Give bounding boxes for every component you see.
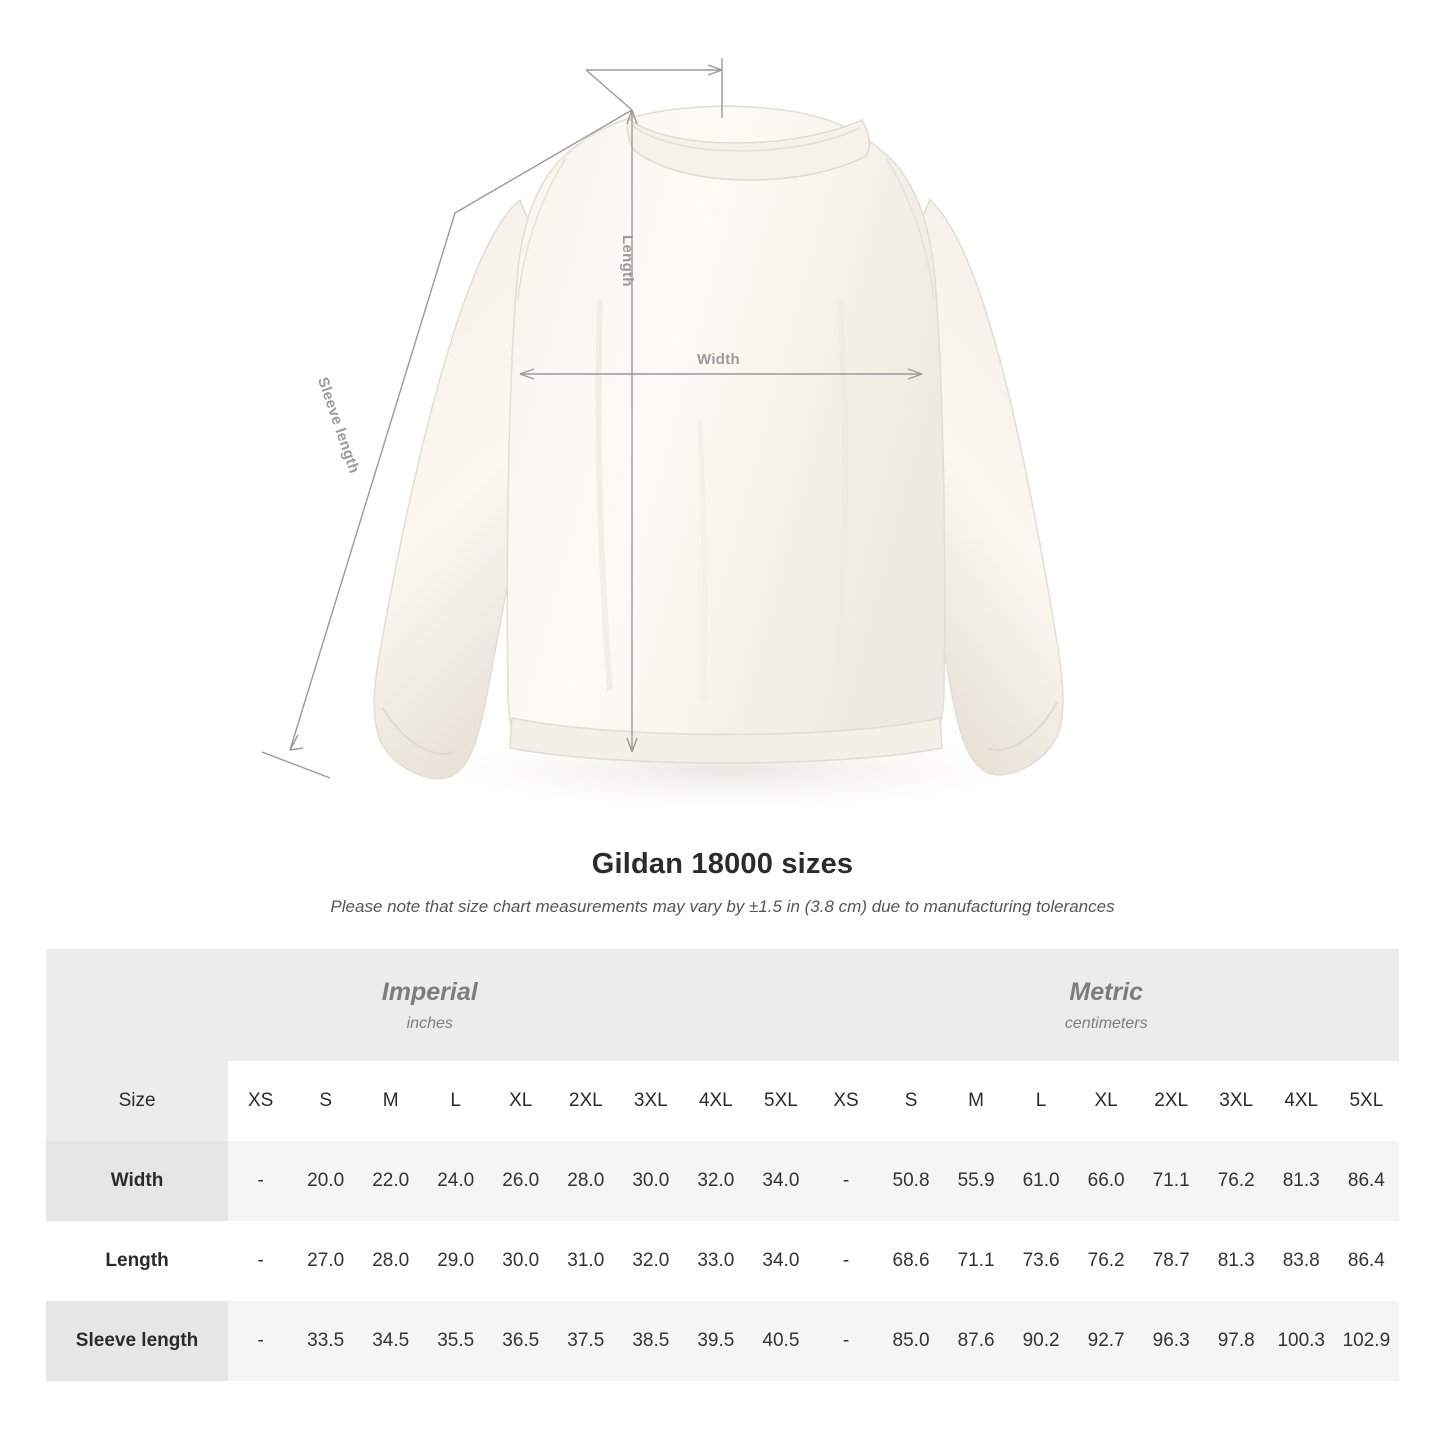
cell-sleeve-metric-m: 87.6: [944, 1301, 1009, 1381]
cell-sleeve-metric-4xl: 100.3: [1269, 1301, 1334, 1381]
cell-length-metric-5xl: 86.4: [1334, 1221, 1399, 1301]
cell-width-metric-m: 55.9: [944, 1141, 1009, 1221]
cell-length-metric-s: 68.6: [879, 1221, 944, 1301]
unit-metric-name: Metric: [1069, 977, 1144, 1006]
cell-sleeve-metric-3xl: 97.8: [1204, 1301, 1269, 1381]
header-metric-2xl: 2XL: [1139, 1061, 1204, 1141]
cell-length-imperial-s: 27.0: [293, 1221, 358, 1301]
cell-sleeve-imperial-5xl: 40.5: [748, 1301, 813, 1381]
cell-length-metric-3xl: 81.3: [1204, 1221, 1269, 1301]
cell-sleeve-imperial-3xl: 38.5: [618, 1301, 683, 1381]
header-size-label: Size: [46, 1061, 228, 1141]
title-block: [0, 848, 1445, 917]
unit-imperial-sub: inches: [406, 1014, 453, 1032]
header-metric-5xl: 5XL: [1334, 1061, 1399, 1141]
cell-length-metric-xl: 76.2: [1074, 1221, 1139, 1301]
unit-imperial-name: Imperial: [381, 977, 478, 1006]
header-imperial-2xl: 2XL: [553, 1061, 618, 1141]
cell-width-metric-3xl: 76.2: [1204, 1141, 1269, 1221]
cell-length-imperial-2xl: 31.0: [553, 1221, 618, 1301]
header-imperial-xs: XS: [228, 1061, 293, 1141]
unit-header-row: [46, 949, 1399, 1061]
header-imperial-3xl: 3XL: [618, 1061, 683, 1141]
length-dimension-label: Length: [619, 235, 636, 287]
cell-width-metric-5xl: 86.4: [1334, 1141, 1399, 1221]
table-row: [46, 1221, 1399, 1301]
row-label-sleeve-length: Sleeve length: [46, 1301, 228, 1381]
cell-sleeve-imperial-l: 35.5: [423, 1301, 488, 1381]
cell-length-imperial-4xl: 33.0: [683, 1221, 748, 1301]
cell-width-metric-xl: 66.0: [1074, 1141, 1139, 1221]
header-metric-3xl: 3XL: [1204, 1061, 1269, 1141]
row-label-length: Length: [46, 1221, 228, 1301]
cell-sleeve-metric-5xl: 102.9: [1334, 1301, 1399, 1381]
cell-length-imperial-3xl: 32.0: [618, 1221, 683, 1301]
cell-width-imperial-s: 20.0: [293, 1141, 358, 1221]
row-label-width: Width: [46, 1141, 228, 1221]
table-row: [46, 1141, 1399, 1221]
cell-sleeve-metric-xs: -: [813, 1301, 878, 1381]
cell-width-imperial-4xl: 32.0: [683, 1141, 748, 1221]
cell-width-metric-s: 50.8: [879, 1141, 944, 1221]
cell-sleeve-metric-xl: 92.7: [1074, 1301, 1139, 1381]
unit-metric-cell: [813, 949, 1399, 1061]
sleeve-length-dimension-label: Sleeve length: [313, 375, 363, 476]
size-table-wrap: [46, 949, 1399, 1381]
cell-sleeve-metric-l: 90.2: [1009, 1301, 1074, 1381]
header-metric-xl: XL: [1074, 1061, 1139, 1141]
header-imperial-xl: XL: [488, 1061, 553, 1141]
cell-width-metric-4xl: 81.3: [1269, 1141, 1334, 1221]
header-imperial-s: S: [293, 1061, 358, 1141]
cell-width-imperial-5xl: 34.0: [748, 1141, 813, 1221]
header-metric-xs: XS: [813, 1061, 878, 1141]
header-imperial-5xl: 5XL: [748, 1061, 813, 1141]
tolerance-note: Please note that size chart measurements may vary by ±1.5 in (3.8 cm) due to manufacturing tolerances: [330, 897, 1115, 916]
cell-length-imperial-l: 29.0: [423, 1221, 488, 1301]
size-chart-table: [46, 949, 1399, 1381]
header-imperial-4xl: 4XL: [683, 1061, 748, 1141]
size-header-row: [46, 1061, 1399, 1141]
cell-length-imperial-m: 28.0: [358, 1221, 423, 1301]
header-metric-s: S: [879, 1061, 944, 1141]
cell-width-metric-l: 61.0: [1009, 1141, 1074, 1221]
cell-length-metric-m: 71.1: [944, 1221, 1009, 1301]
cell-width-imperial-xs: -: [228, 1141, 293, 1221]
page-title: Gildan 18000 sizes: [591, 848, 854, 880]
cell-sleeve-imperial-m: 34.5: [358, 1301, 423, 1381]
unit-metric-sub: centimeters: [1064, 1014, 1148, 1032]
header-metric-l: L: [1009, 1061, 1074, 1141]
cell-length-imperial-xl: 30.0: [488, 1221, 553, 1301]
header-imperial-m: M: [358, 1061, 423, 1141]
header-metric-m: M: [944, 1061, 1009, 1141]
cell-length-metric-l: 73.6: [1009, 1221, 1074, 1301]
cell-sleeve-imperial-2xl: 37.5: [553, 1301, 618, 1381]
unit-imperial-cell: [46, 949, 813, 1061]
cell-sleeve-imperial-xs: -: [228, 1301, 293, 1381]
cell-sleeve-metric-2xl: 96.3: [1139, 1301, 1204, 1381]
cell-width-imperial-l: 24.0: [423, 1141, 488, 1221]
cell-sleeve-metric-s: 85.0: [879, 1301, 944, 1381]
cell-width-imperial-xl: 26.0: [488, 1141, 553, 1221]
table-row: [46, 1301, 1399, 1381]
cell-width-imperial-2xl: 28.0: [553, 1141, 618, 1221]
cell-sleeve-imperial-s: 33.5: [293, 1301, 358, 1381]
cell-length-metric-xs: -: [813, 1221, 878, 1301]
header-metric-4xl: 4XL: [1269, 1061, 1334, 1141]
cell-width-metric-2xl: 71.1: [1139, 1141, 1204, 1221]
cell-sleeve-imperial-4xl: 39.5: [683, 1301, 748, 1381]
cell-width-imperial-m: 22.0: [358, 1141, 423, 1221]
cell-length-imperial-5xl: 34.0: [748, 1221, 813, 1301]
cell-length-metric-2xl: 78.7: [1139, 1221, 1204, 1301]
width-dimension-label: Width: [697, 351, 741, 368]
cell-sleeve-imperial-xl: 36.5: [488, 1301, 553, 1381]
cell-width-metric-xs: -: [813, 1141, 878, 1221]
header-imperial-l: L: [423, 1061, 488, 1141]
cell-length-imperial-xs: -: [228, 1221, 293, 1301]
cell-width-imperial-3xl: 30.0: [618, 1141, 683, 1221]
cell-length-metric-4xl: 83.8: [1269, 1221, 1334, 1301]
